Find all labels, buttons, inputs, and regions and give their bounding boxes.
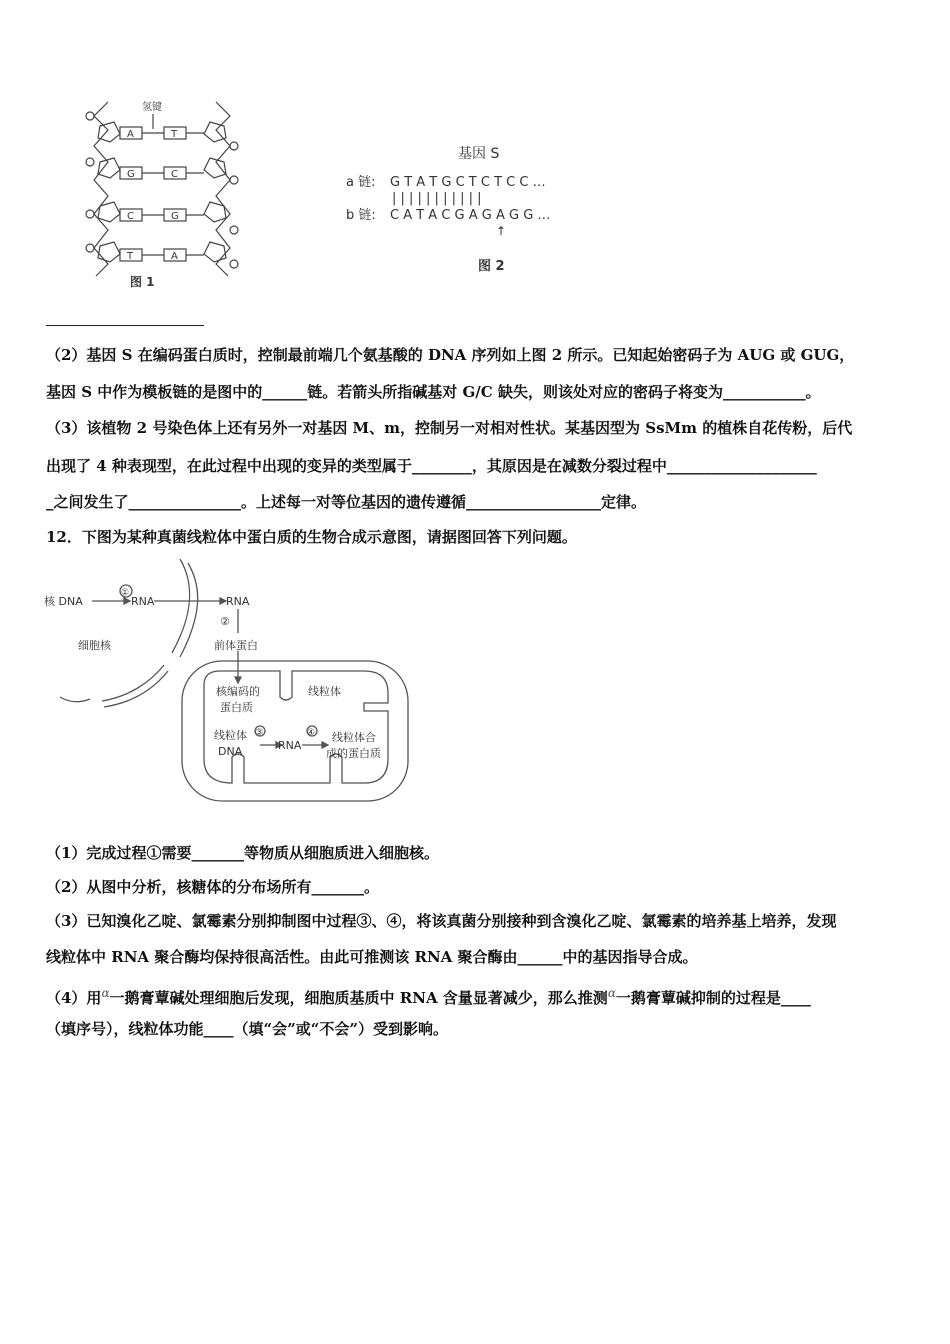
separator-line	[46, 325, 204, 326]
fig1-base: C	[171, 169, 178, 180]
precursor-protein-label: 前体蛋白	[214, 639, 258, 652]
q12-question-3a: （3）已知溴化乙啶、氯霉素分别抑制图中过程③、④，将该真菌分别接种到含溴化乙啶、氯霉素的培养基上培养，发现	[46, 912, 837, 930]
q12-question-4b: （填序号），线粒体功能____（填“会”或“不会”）受到影响。	[46, 1020, 449, 1038]
nuclear-dna-label: 核 DNA	[44, 595, 83, 608]
q11-line-3: （3）该植物 2 号染色体上还有另外一对基因 M、m，控制另一对相对性状。某基因型为 SsMm 的植株自花传粉，后代	[46, 419, 853, 437]
mito-synthesized-protein-label: 成的蛋白质	[326, 747, 381, 760]
q11-line-1: （2）基因 S 在编码蛋白质时，控制最前端几个氨基酸的 DNA 序列如上图 2 所示。已知起始密码子为 AUG 或 GUG，	[46, 346, 855, 364]
alpha-symbol: α	[101, 986, 110, 1000]
q11-line-4: 出现了 4 种表现型，在此过程中出现的变异的类型属于________，其原因是在减数分裂过程中____________________	[46, 457, 817, 475]
fig1-base: A	[171, 251, 178, 262]
fig2-title: 基因 S	[458, 146, 500, 162]
fig1-base: A	[127, 129, 134, 140]
q12-q4-part-1: （4）用	[46, 989, 102, 1007]
figure-mito-protein-synthesis	[44, 553, 414, 815]
rna-label-2: RNA	[226, 595, 250, 608]
step-1-label: ①	[121, 588, 130, 598]
fig1-base: T	[171, 129, 178, 140]
nuclear-encoded-protein-label: 蛋白质	[220, 701, 253, 714]
step-2-label: ②	[220, 615, 230, 628]
fig1-hbond-label: 氢键	[142, 102, 162, 113]
mito-synthesized-protein-label: 线粒体合	[332, 731, 376, 744]
figure-2-gene-s	[340, 138, 600, 278]
fig2-b-seq: C A T A C G A G A G G …	[390, 208, 551, 223]
step-3-label: ③	[255, 728, 264, 738]
fig2-a-seq: G T A T G C T C T C C …	[390, 175, 546, 190]
q12-question-4a	[46, 983, 811, 1008]
nucleus-label: 细胞核	[78, 639, 111, 652]
nuclear-encoded-protein-label: 核编码的	[216, 685, 260, 698]
q11-line-5: _之间发生了_______________。上述每一对等位基因的遗传遵循__________________定律。	[46, 493, 647, 511]
q12-question-2: （2）从图中分析，核糖体的分布场所有_______。	[46, 878, 379, 896]
mitochondrion-label: 线粒体	[308, 685, 341, 698]
alpha-symbol: α	[607, 986, 616, 1000]
fig1-base: G	[127, 169, 135, 180]
fig2-caption: 图 2	[478, 259, 505, 274]
fig2-a-label: a 链:	[346, 175, 376, 190]
fig1-base: G	[171, 211, 179, 222]
rna-label-1: RNA	[131, 595, 155, 608]
fig2-b-label: b 链:	[346, 208, 376, 223]
fig1-caption: 图 1	[130, 275, 155, 289]
fig1-base: T	[127, 251, 134, 262]
figure-1-dna-structure	[78, 96, 248, 296]
q12-intro: 12．下图为某种真菌线粒体中蛋白质的生物合成示意图，请据图回答下列问题。	[46, 528, 577, 546]
mt-dna-label: DNA	[218, 745, 243, 758]
mt-dna-label: 线粒体	[214, 729, 247, 742]
q12-q4-part-2: 一鹅膏蕈碱处理细胞后发现，细胞质基质中 RNA 含量显著减少，那么推测	[109, 989, 608, 1007]
q11-line-2: 基因 S 中作为模板链的是图中的______链。若箭头所指碱基对 G/C 缺失，则该处对应的密码子将变为___________。	[46, 383, 821, 401]
rna-label-3: RNA	[278, 739, 302, 752]
step-4-label: ④	[307, 728, 316, 738]
q12-q4-part-3: 一鹅膏蕈碱抑制的过程是____	[615, 989, 811, 1007]
fig1-base: C	[127, 211, 134, 222]
q12-question-3b: 线粒体中 RNA 聚合酶均保持很高活性。由此可推测该 RNA 聚合酶由______中的基因指导合成。	[46, 948, 698, 966]
fig2-arrow: ↑	[496, 224, 507, 238]
fig2-bonds: | | | | | | | | | | |	[392, 191, 482, 206]
q12-question-1: （1）完成过程①需要_______等物质从细胞质进入细胞核。	[46, 844, 439, 862]
